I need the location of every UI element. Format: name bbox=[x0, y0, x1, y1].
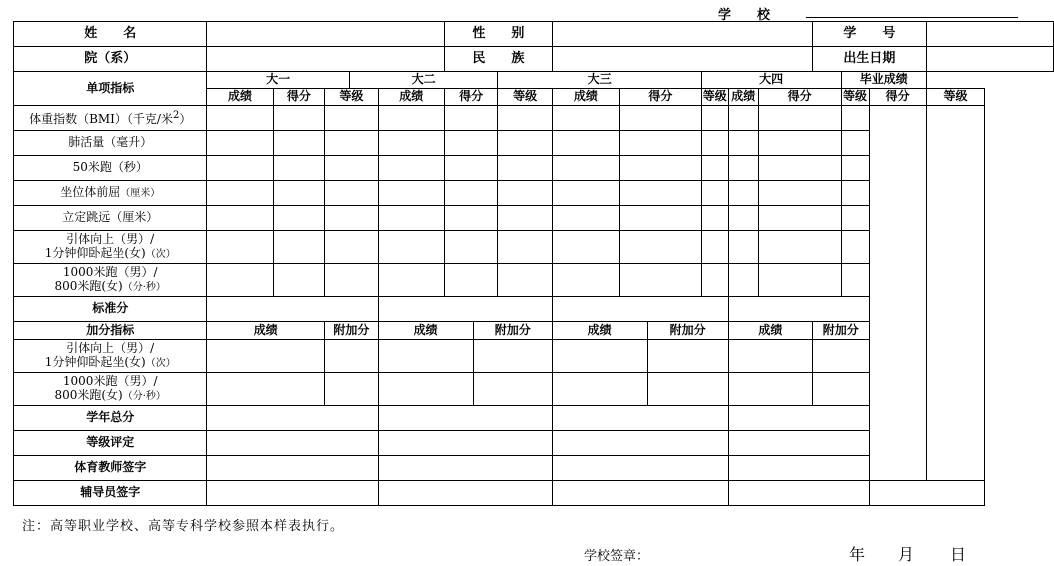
y2-standard-field[interactable] bbox=[378, 297, 552, 322]
cell[interactable] bbox=[498, 156, 552, 181]
y2-counselor-sign-field[interactable] bbox=[378, 481, 552, 506]
cell[interactable] bbox=[758, 131, 841, 156]
cell[interactable] bbox=[758, 181, 841, 206]
y1-grade-header: 等级 bbox=[325, 89, 379, 106]
y2-teacher-sign-field[interactable] bbox=[378, 456, 552, 481]
cell[interactable] bbox=[378, 340, 473, 373]
y3-score-header: 成绩 bbox=[552, 89, 619, 106]
cell[interactable] bbox=[325, 156, 379, 181]
cell[interactable] bbox=[325, 206, 379, 231]
cell[interactable] bbox=[378, 206, 444, 231]
cell[interactable] bbox=[619, 231, 701, 264]
cell[interactable] bbox=[552, 156, 619, 181]
year-2-header: 大二 bbox=[349, 72, 497, 89]
ethnicity-label: 民 族 bbox=[444, 47, 552, 72]
cell[interactable] bbox=[273, 131, 324, 156]
table-row bbox=[14, 106, 1054, 131]
cell[interactable] bbox=[325, 340, 379, 373]
cell[interactable] bbox=[552, 181, 619, 206]
cell[interactable] bbox=[207, 131, 273, 156]
cell[interactable] bbox=[498, 181, 552, 206]
bmi-label: 体重指数（BMI）（千克/米$^2$） bbox=[14, 106, 207, 131]
grade-eval-label: 等级评定 bbox=[14, 431, 207, 456]
y3-points-header: 得分 bbox=[619, 89, 701, 106]
cell[interactable] bbox=[552, 106, 619, 131]
bonus-header: 加分指标 bbox=[14, 322, 207, 340]
cell[interactable] bbox=[498, 231, 552, 264]
cell[interactable] bbox=[841, 131, 869, 156]
y2-grade-field[interactable] bbox=[378, 431, 552, 456]
year-3-header: 大三 bbox=[498, 72, 701, 89]
cell[interactable] bbox=[207, 231, 273, 264]
name-field[interactable] bbox=[207, 22, 445, 47]
cell[interactable] bbox=[728, 131, 758, 156]
single-items-header: 单项指标 bbox=[14, 72, 207, 106]
cell[interactable] bbox=[647, 340, 728, 373]
cell[interactable] bbox=[841, 231, 869, 264]
y4-total-field[interactable] bbox=[728, 406, 869, 431]
cell[interactable] bbox=[378, 373, 473, 406]
cell[interactable] bbox=[378, 156, 444, 181]
y1-total-field[interactable] bbox=[207, 406, 378, 431]
cell[interactable] bbox=[552, 264, 619, 297]
cell[interactable] bbox=[812, 373, 869, 406]
cell[interactable] bbox=[701, 206, 728, 231]
cell[interactable] bbox=[619, 264, 701, 297]
cell[interactable] bbox=[552, 373, 647, 406]
student-id-label: 学 号 bbox=[812, 22, 926, 47]
cell[interactable] bbox=[207, 156, 273, 181]
year-1-header: 大一 bbox=[207, 72, 350, 89]
jump-label: 立定跳远（厘米） bbox=[14, 206, 207, 231]
cell[interactable] bbox=[701, 131, 728, 156]
cell[interactable] bbox=[444, 131, 497, 156]
cell[interactable] bbox=[498, 131, 552, 156]
birth-label: 出生日期 bbox=[812, 47, 926, 72]
cell[interactable] bbox=[498, 264, 552, 297]
y3-standard-field[interactable] bbox=[552, 297, 728, 322]
cell[interactable] bbox=[444, 231, 497, 264]
ethnicity-field[interactable] bbox=[552, 47, 812, 72]
y1-points-header: 得分 bbox=[273, 89, 324, 106]
school-label: 学 校 bbox=[718, 8, 771, 23]
cell[interactable] bbox=[728, 206, 758, 231]
cell[interactable] bbox=[758, 231, 841, 264]
dept-field[interactable] bbox=[207, 47, 445, 72]
cell[interactable] bbox=[444, 106, 497, 131]
cell[interactable] bbox=[207, 340, 325, 373]
y1-teacher-sign-field[interactable] bbox=[207, 456, 378, 481]
y4-counselor-sign-field[interactable] bbox=[728, 481, 869, 506]
y1-bonus-points-header: 附加分 bbox=[325, 322, 379, 340]
y2-grade-header: 等级 bbox=[498, 89, 552, 106]
grad-grade-field[interactable] bbox=[926, 106, 984, 481]
cell[interactable] bbox=[701, 231, 728, 264]
cell[interactable] bbox=[207, 373, 325, 406]
y1-score-header: 成绩 bbox=[207, 89, 273, 106]
table-row bbox=[14, 481, 1054, 506]
cell[interactable] bbox=[728, 181, 758, 206]
y3-grade-header: 等级 bbox=[701, 89, 728, 106]
cell[interactable] bbox=[841, 181, 869, 206]
cell[interactable] bbox=[325, 264, 379, 297]
cell[interactable] bbox=[444, 156, 497, 181]
cell[interactable] bbox=[498, 206, 552, 231]
cell[interactable] bbox=[273, 264, 324, 297]
birth-field[interactable] bbox=[926, 47, 1053, 72]
cell[interactable] bbox=[758, 206, 841, 231]
cell[interactable] bbox=[619, 206, 701, 231]
cell[interactable] bbox=[552, 231, 619, 264]
bonus-pullup-label: 引体向上（男）/ 1分钟仰卧起坐(女)（次） bbox=[14, 340, 207, 373]
cell[interactable] bbox=[325, 131, 379, 156]
grad-points-field[interactable] bbox=[869, 106, 926, 481]
y4-grade-field[interactable] bbox=[728, 431, 869, 456]
cell[interactable] bbox=[552, 340, 647, 373]
cell[interactable] bbox=[701, 181, 728, 206]
cell[interactable] bbox=[647, 373, 728, 406]
day-label: 日 bbox=[950, 545, 967, 564]
standard-label: 标准分 bbox=[14, 297, 207, 322]
y1-counselor-sign-field[interactable] bbox=[207, 481, 378, 506]
cell[interactable] bbox=[444, 264, 497, 297]
gender-label: 性 别 bbox=[444, 22, 552, 47]
y2-bonus-score-header: 成绩 bbox=[378, 322, 473, 340]
cell[interactable] bbox=[841, 106, 869, 131]
y4-bonus-points-header: 附加分 bbox=[812, 322, 869, 340]
y2-points-header: 得分 bbox=[444, 89, 497, 106]
cell[interactable] bbox=[701, 156, 728, 181]
cell[interactable] bbox=[841, 264, 869, 297]
y3-grade-field[interactable] bbox=[552, 431, 728, 456]
grad-counselor-sign-field[interactable] bbox=[869, 481, 985, 506]
gender-field[interactable] bbox=[552, 22, 812, 47]
y4-score-header: 成绩 bbox=[728, 89, 758, 106]
cell[interactable] bbox=[728, 231, 758, 264]
cell[interactable] bbox=[728, 264, 758, 297]
pe-teacher-sign-label: 体育教师签字 bbox=[14, 456, 207, 481]
footnote: 注：高等职业学校、高等专科学校参照本样表执行。 bbox=[22, 519, 345, 534]
cell[interactable] bbox=[552, 206, 619, 231]
bonus-run-label: 1000米跑（男）/ 800米跑(女)（分·秒） bbox=[14, 373, 207, 406]
cell[interactable] bbox=[273, 206, 324, 231]
counselor-sign-label: 辅导员签字 bbox=[14, 481, 207, 506]
cell[interactable] bbox=[444, 181, 497, 206]
pullup-label: 引体向上（男）/ 1分钟仰卧起坐(女)（次） bbox=[14, 231, 207, 264]
cell[interactable] bbox=[701, 264, 728, 297]
fitness-record-table bbox=[13, 21, 1054, 506]
cell[interactable] bbox=[728, 340, 812, 373]
cell[interactable] bbox=[207, 181, 273, 206]
month-label: 月 bbox=[898, 545, 915, 564]
cell[interactable] bbox=[325, 106, 379, 131]
cell[interactable] bbox=[619, 106, 701, 131]
cell[interactable] bbox=[273, 156, 324, 181]
school-field[interactable] bbox=[806, 17, 1018, 18]
cell[interactable] bbox=[273, 106, 324, 131]
cell[interactable] bbox=[758, 156, 841, 181]
graduation-header: 毕业成绩 bbox=[841, 72, 926, 89]
cell[interactable] bbox=[841, 206, 869, 231]
cell[interactable] bbox=[207, 264, 273, 297]
y3-total-field[interactable] bbox=[552, 406, 728, 431]
cell[interactable] bbox=[273, 181, 324, 206]
y2-bonus-points-header: 附加分 bbox=[473, 322, 552, 340]
school-seal-label: 学校签章： bbox=[584, 549, 650, 564]
y1-grade-field[interactable] bbox=[207, 431, 378, 456]
cell[interactable] bbox=[728, 373, 812, 406]
cell[interactable] bbox=[812, 340, 869, 373]
year-label: 年 bbox=[849, 545, 866, 564]
cell[interactable] bbox=[378, 106, 444, 131]
y2-score-header: 成绩 bbox=[378, 89, 444, 106]
y3-counselor-sign-field[interactable] bbox=[552, 481, 728, 506]
student-id-field[interactable] bbox=[926, 22, 1053, 47]
cell[interactable] bbox=[473, 373, 552, 406]
cell[interactable] bbox=[758, 264, 841, 297]
y3-teacher-sign-field[interactable] bbox=[552, 456, 728, 481]
cell[interactable] bbox=[701, 106, 728, 131]
cell[interactable] bbox=[207, 206, 273, 231]
cell[interactable] bbox=[378, 181, 444, 206]
cell[interactable] bbox=[841, 156, 869, 181]
cell[interactable] bbox=[207, 106, 273, 131]
y4-teacher-sign-field[interactable] bbox=[728, 456, 869, 481]
cell[interactable] bbox=[378, 131, 444, 156]
lung-label: 肺活量（毫升） bbox=[14, 131, 207, 156]
cell[interactable] bbox=[325, 181, 379, 206]
cell[interactable] bbox=[378, 264, 444, 297]
cell[interactable] bbox=[728, 106, 758, 131]
cell[interactable] bbox=[758, 106, 841, 131]
grad-points-header: 得分 bbox=[869, 89, 926, 106]
cell[interactable] bbox=[728, 156, 758, 181]
cell[interactable] bbox=[473, 340, 552, 373]
cell[interactable] bbox=[325, 231, 379, 264]
cell[interactable] bbox=[378, 231, 444, 264]
y2-total-field[interactable] bbox=[378, 406, 552, 431]
name-label: 姓 名 bbox=[14, 22, 207, 47]
cell[interactable] bbox=[552, 131, 619, 156]
grad-grade-header: 等级 bbox=[926, 89, 984, 106]
cell[interactable] bbox=[444, 206, 497, 231]
y4-grade-header: 等级 bbox=[841, 89, 869, 106]
cell[interactable] bbox=[619, 131, 701, 156]
y4-bonus-score-header: 成绩 bbox=[728, 322, 812, 340]
cell[interactable] bbox=[498, 106, 552, 131]
sit-reach-label: 坐位体前屈（厘米） bbox=[14, 181, 207, 206]
y1-standard-field[interactable] bbox=[207, 297, 378, 322]
cell[interactable] bbox=[273, 231, 324, 264]
run-label: 1000米跑（男）/ 800米跑(女)（分·秒） bbox=[14, 264, 207, 297]
year-4-header: 大四 bbox=[701, 72, 841, 89]
cell[interactable] bbox=[619, 156, 701, 181]
cell[interactable] bbox=[325, 373, 379, 406]
y4-points-header: 得分 bbox=[758, 89, 841, 106]
y4-standard-field[interactable] bbox=[728, 297, 869, 322]
y3-bonus-points-header: 附加分 bbox=[647, 322, 728, 340]
dept-label: 院（系） bbox=[14, 47, 207, 72]
run50-label: 50米跑（秒） bbox=[14, 156, 207, 181]
year-total-label: 学年总分 bbox=[14, 406, 207, 431]
y3-bonus-score-header: 成绩 bbox=[552, 322, 647, 340]
y1-bonus-score-header: 成绩 bbox=[207, 322, 325, 340]
cell[interactable] bbox=[619, 181, 701, 206]
